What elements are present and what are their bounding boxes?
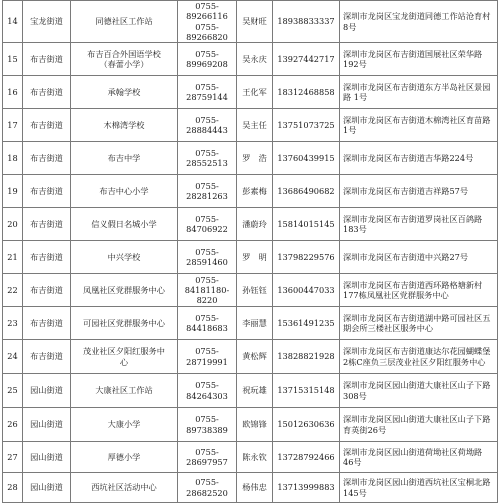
site-name-cell: 布吉百合外国语学校 （春蕾小学） — [71, 43, 178, 76]
mobile-cell: 13927442717 — [273, 43, 340, 76]
contact-table — [2, 0, 498, 503]
site-name-cell: 布吉中心小学 — [71, 175, 178, 208]
site-name-cell: 同德社区工作站 — [71, 1, 178, 43]
table-row — [3, 109, 498, 142]
row-number: 22 — [3, 274, 23, 307]
street-cell: 布吉街道 — [23, 340, 71, 374]
row-number: 16 — [3, 76, 23, 109]
contact-person-cell: 潘蔚玲 — [237, 208, 273, 241]
address-cell: 深圳市龙岗区布吉街道康达尔花园蝴蝶堡2栋C座负三层茂业社区夕阳红服务中心 — [340, 340, 498, 374]
street-cell: 布吉街道 — [23, 175, 71, 208]
mobile-cell: 15814015145 — [273, 208, 340, 241]
mobile-cell: 13798229576 — [273, 241, 340, 274]
row-number: 20 — [3, 208, 23, 241]
mobile-cell: 18938833337 — [273, 1, 340, 43]
site-name-cell: 厚德小学 — [71, 442, 178, 473]
row-number: 28 — [3, 473, 23, 503]
row-number: 25 — [3, 374, 23, 408]
table-row — [3, 241, 498, 274]
contact-person-cell: 欧锦锋 — [237, 408, 273, 442]
street-cell: 宝龙街道 — [23, 1, 71, 43]
contact-person-cell: 罗 浩 — [237, 142, 273, 175]
mobile-cell: 18312468858 — [273, 76, 340, 109]
address-cell: 深圳市龙岗区布吉街道吉华路224号 — [340, 142, 498, 175]
phone-cell: 0755-28591460 — [178, 241, 237, 274]
address-cell: 深圳市龙岗区布吉街道湖中路可园社区五期会所三楼社区服务中心 — [340, 307, 498, 340]
address-cell: 深圳市龙岗区布吉街道中兴路27号 — [340, 241, 498, 274]
row-number: 19 — [3, 175, 23, 208]
table-row — [3, 142, 498, 175]
street-cell: 布吉街道 — [23, 109, 71, 142]
phone-cell: 0755-28759144 — [178, 76, 237, 109]
phone-cell: 0755-84706922 — [178, 208, 237, 241]
address-cell: 深圳市龙岗区布吉街道国展社区荣华路 192号 — [340, 43, 498, 76]
mobile-cell: 13751073725 — [273, 109, 340, 142]
phone-cell: 0755-89738389 — [178, 408, 237, 442]
phone-cell: 0755-28697957 — [178, 442, 237, 473]
row-number: 26 — [3, 408, 23, 442]
site-name-cell: 承翰学校 — [71, 76, 178, 109]
row-number: 14 — [3, 1, 23, 43]
street-cell: 园山街道 — [23, 408, 71, 442]
mobile-cell: 13828821928 — [273, 340, 340, 374]
table-row — [3, 473, 498, 503]
row-number: 21 — [3, 241, 23, 274]
contact-person-cell: 孙钰钰 — [237, 274, 273, 307]
address-cell: 深圳市龙岗区园山街道大康社区山子下路育英街26号 — [340, 408, 498, 442]
mobile-cell: 13686490682 — [273, 175, 340, 208]
table-row — [3, 374, 498, 408]
phone-cell: 0755-84418683 — [178, 307, 237, 340]
street-cell: 布吉街道 — [23, 142, 71, 175]
site-name-cell: 可园社区党群服务中心 — [71, 307, 178, 340]
mobile-cell: 13728792466 — [273, 442, 340, 473]
address-cell: 深圳市龙岗区布吉街道木棉湾社区育苗路 1号 — [340, 109, 498, 142]
table-row — [3, 208, 498, 241]
phone-cell: 0755-28884443 — [178, 109, 237, 142]
contact-person-cell: 吴财旺 — [237, 1, 273, 43]
row-number: 27 — [3, 442, 23, 473]
table-row — [3, 408, 498, 442]
table-row — [3, 340, 498, 374]
street-cell: 布吉街道 — [23, 76, 71, 109]
mobile-cell: 13715315148 — [273, 374, 340, 408]
table-row — [3, 274, 498, 307]
site-name-cell: 信义假日名城小学 — [71, 208, 178, 241]
address-cell: 深圳市龙岗区布吉街道东方半岛社区景园路 1号 — [340, 76, 498, 109]
site-name-cell: 大康社区工作站 — [71, 374, 178, 408]
street-cell: 园山街道 — [23, 442, 71, 473]
table-row — [3, 442, 498, 473]
table-row — [3, 43, 498, 76]
phone-cell: 0755-89266116 0755-89266820 — [178, 1, 237, 43]
site-name-cell: 凤凰社区党群服务中心 — [71, 274, 178, 307]
site-name-cell: 大康小学 — [71, 408, 178, 442]
phone-cell: 0755-84264303 — [178, 374, 237, 408]
table-row — [3, 307, 498, 340]
table-row — [3, 76, 498, 109]
row-number: 17 — [3, 109, 23, 142]
contact-person-cell: 杨伟忠 — [237, 473, 273, 503]
row-number: 23 — [3, 307, 23, 340]
contact-person-cell: 黄松辉 — [237, 340, 273, 374]
address-cell: 深圳市龙岗区园山街道西坑社区宝桐北路 145号 — [340, 473, 498, 503]
contact-person-cell: 罗 明 — [237, 241, 273, 274]
phone-cell: 0755-28719991 — [178, 340, 237, 374]
street-cell: 布吉街道 — [23, 241, 71, 274]
site-name-cell: 茂业社区夕阳红服务中 心 — [71, 340, 178, 374]
row-number: 15 — [3, 43, 23, 76]
site-name-cell: 布吉中学 — [71, 142, 178, 175]
street-cell: 布吉街道 — [23, 43, 71, 76]
mobile-cell: 13713999883 — [273, 473, 340, 503]
contact-person-cell: 祝玩雄 — [237, 374, 273, 408]
street-cell: 布吉街道 — [23, 307, 71, 340]
street-cell: 园山街道 — [23, 473, 71, 503]
address-cell: 深圳市龙岗区布吉街道吉祥路57号 — [340, 175, 498, 208]
contact-person-cell: 吴永庆 — [237, 43, 273, 76]
address-cell: 深圳市龙岗区园山街道荷坳社区荷坳路 46号 — [340, 442, 498, 473]
phone-cell: 0755-28281263 — [178, 175, 237, 208]
address-cell: 深圳市龙岗区宝龙街道同德工作站沧育村 8号 — [340, 1, 498, 43]
phone-cell: 0755-28682520 — [178, 473, 237, 503]
row-number: 18 — [3, 142, 23, 175]
street-cell: 布吉街道 — [23, 274, 71, 307]
table-row — [3, 1, 498, 43]
mobile-cell: 15012630636 — [273, 408, 340, 442]
street-cell: 园山街道 — [23, 374, 71, 408]
contact-person-cell: 王化军 — [237, 76, 273, 109]
row-number: 24 — [3, 340, 23, 374]
mobile-cell: 13760439915 — [273, 142, 340, 175]
mobile-cell: 13600447033 — [273, 274, 340, 307]
phone-cell: 0755-28552513 — [178, 142, 237, 175]
table-row — [3, 175, 498, 208]
contact-person-cell: 彭素梅 — [237, 175, 273, 208]
site-name-cell: 西坑社区活动中心 — [71, 473, 178, 503]
site-name-cell: 木棉湾学校 — [71, 109, 178, 142]
phone-cell: 0755-89969208 — [178, 43, 237, 76]
address-cell: 深圳市龙岗区布吉街道罗岗社区百鸽路 183号 — [340, 208, 498, 241]
mobile-cell: 15361491235 — [273, 307, 340, 340]
address-cell: 深圳市龙岗区园山街道大康社区山子下路 308号 — [340, 374, 498, 408]
address-cell: 深圳市龙岗区布吉街道西环路格塘新村177栋凤凰社区党群服务中心 — [340, 274, 498, 307]
street-cell: 布吉街道 — [23, 208, 71, 241]
contact-person-cell: 陈永钦 — [237, 442, 273, 473]
site-name-cell: 中兴学校 — [71, 241, 178, 274]
contact-person-cell: 李丽慧 — [237, 307, 273, 340]
contact-person-cell: 吴主任 — [237, 109, 273, 142]
phone-cell: 0755- 84181180-8220 — [178, 274, 237, 307]
